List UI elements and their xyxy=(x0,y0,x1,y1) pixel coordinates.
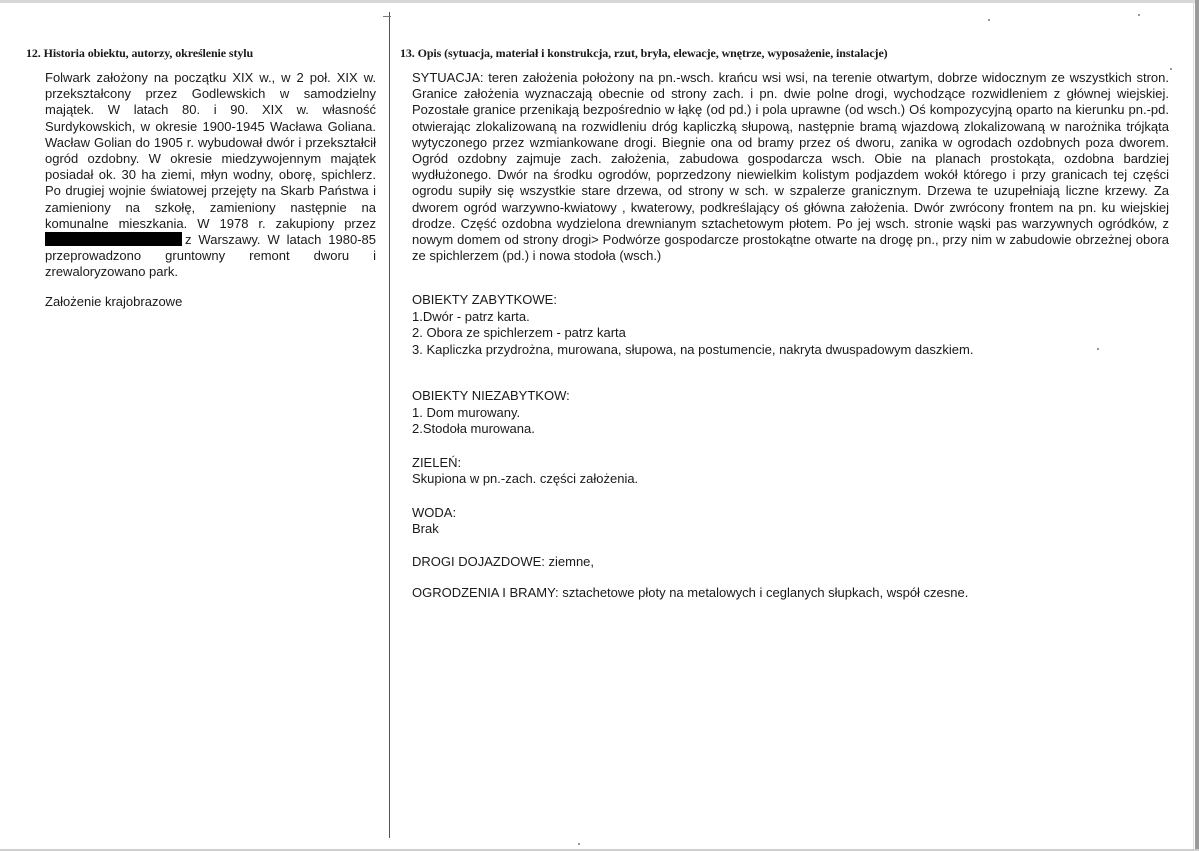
divider-mark xyxy=(383,16,391,17)
non-monuments-title: OBIEKTY NIEZABYTKOW: xyxy=(412,388,570,404)
fences-block xyxy=(412,585,1170,602)
monuments-list xyxy=(412,292,1170,358)
section-13-heading: 13. Opis (sytuacja, materiał i konstrukcja, rzut, bryła, elewacje, wnętrze, wyposażenie, instalacje) xyxy=(400,46,888,60)
water-text: Brak xyxy=(412,521,439,537)
situation-text: SYTUACJA: teren założenia położony na pn.-wsch. krańcu wsi wsi, na terenie otwartym, dobrze widocznym ze wszystkich stron. Granice założenia wyznaczają obecnie od strony zach. i pn. dwie polne drogi, wychodzące rozwidleniem z głównej wiejskiej. Pozostałe granice przenikają bezpośrednio w łąkę (od pd.) i pola uprawne (od wsch.) Oś kompozycyjną oparto na kierunku pn.-pd. otwierając zlokalizowaną na rozwidleniu dróg kapliczką słupową, następnie bramą wjazdową zlokalizowaną w narożnika trójkąta wytyczonego przez wzmiankowane drogi. Biegnie ona od bramy przez oś dworu, zanika w ogrodach ozdobnych poza dworem. Ogród ozdobny zajmuje zach. założenia, zabudowa gospodarcza wsch. Obie na planach prostokąta, ozdobna bardziej wydłużonego. Dwór na środku ogrodów, poprzedzony niewielkim kolistym podjazdem wokół którego i przy granicach tej części ogrodu supiły się wszystkie stare drzewa, od strony w sch. w szpalerze granicznym. Drzewa te uzupełniają liczne krzewy. Za dworem ogród warzywno-kwiatowy , kwaterowy, podkreślający oś główna założenia. Dwór zwrócony frontem na pn. ku wiejskiej drodze. Część ozdobna wydzielona drewnianym sztachetowym płotem. Po jej wsch. stronie wąski pas warzywnych ogródków, z nowym domem od strony drogi> Podwórze gospodarcze prostokątne otwarte na drogę pn., przy nim w zabudowie obrzeżnej obora ze spichlerzem (pd.) i nowa stodoła (wsch.) xyxy=(412,70,1169,264)
non-monuments-list xyxy=(412,388,1170,438)
greenery-title: ZIELEŃ: xyxy=(412,454,462,470)
non-monument-item: 2.Stodoła murowana. xyxy=(412,421,535,437)
history-text xyxy=(45,70,376,281)
section-13 xyxy=(400,46,1170,602)
scan-top-edge xyxy=(0,0,1199,3)
column-divider xyxy=(389,12,390,838)
monuments-title: OBIEKTY ZABYTKOWE: xyxy=(412,292,557,308)
monument-item: 1.Dwór - patrz karta. xyxy=(412,308,530,324)
water-title: WODA: xyxy=(412,504,457,520)
roads-text: DROGI DOJAZDOWE: ziemne, xyxy=(412,553,595,569)
greenery-block xyxy=(412,455,1170,488)
history-text-part-2: z Warszawy. W latach 1980-85 przeprowadzono gruntowny remont dworu i zrewaloryzowano park. xyxy=(45,232,376,280)
water-block xyxy=(412,505,1170,538)
monument-item: 2. Obora ze spichlerzem - patrz karta xyxy=(412,325,626,341)
section-12 xyxy=(26,46,378,323)
scan-speck xyxy=(988,19,990,21)
fences-text: OGRODZENIA I BRAMY: sztachetowe płoty na metalowych i ceglanych słupkach, współ czesne. xyxy=(412,585,969,601)
history-text-part-1: Folwark założony na początku XIX w., w 2 poł. XIX w. przekształcony przez Godlewskich w samodzielny majątek. W latach 80. i 90. XIX w. własność Surdykowskich, w okresie 1900-1945 Wacława Goliana. Wacław Golian do 1905 r. wybudował dwór i przekształcił ogród ozdobny. W okresie miedzywojennym majątek posiadał ok. 30 ha ziemi, młyn wodny, oborę, spichlerz. Po drugiej wojnie światowej przejęty na Skarb Państwa i zamieniony na szkołę, zamieniony następnie na komunalne mieszkania. W 1978 r. zakupiony przez xyxy=(45,70,376,231)
scan-speck xyxy=(1170,68,1172,70)
section-12-heading: 12. Historia obiektu, autorzy, określenie stylu xyxy=(26,46,254,60)
scan-speck xyxy=(1138,14,1140,16)
scan-right-edge xyxy=(1195,0,1199,851)
scan-right-edge-line xyxy=(1193,0,1194,851)
greenery-text: Skupiona w pn.-zach. części założenia. xyxy=(412,471,639,487)
style-note: Założenie krajobrazowe xyxy=(45,293,183,309)
monument-item: 3. Kapliczka przydrożna, murowana, słupowa, na postumencie, nakryta dwuspadowym daszkiem. xyxy=(412,341,974,357)
roads-block xyxy=(412,554,1170,571)
redaction-bar xyxy=(45,232,182,246)
scan-speck xyxy=(578,843,580,845)
non-monument-item: 1. Dom murowany. xyxy=(412,404,521,420)
